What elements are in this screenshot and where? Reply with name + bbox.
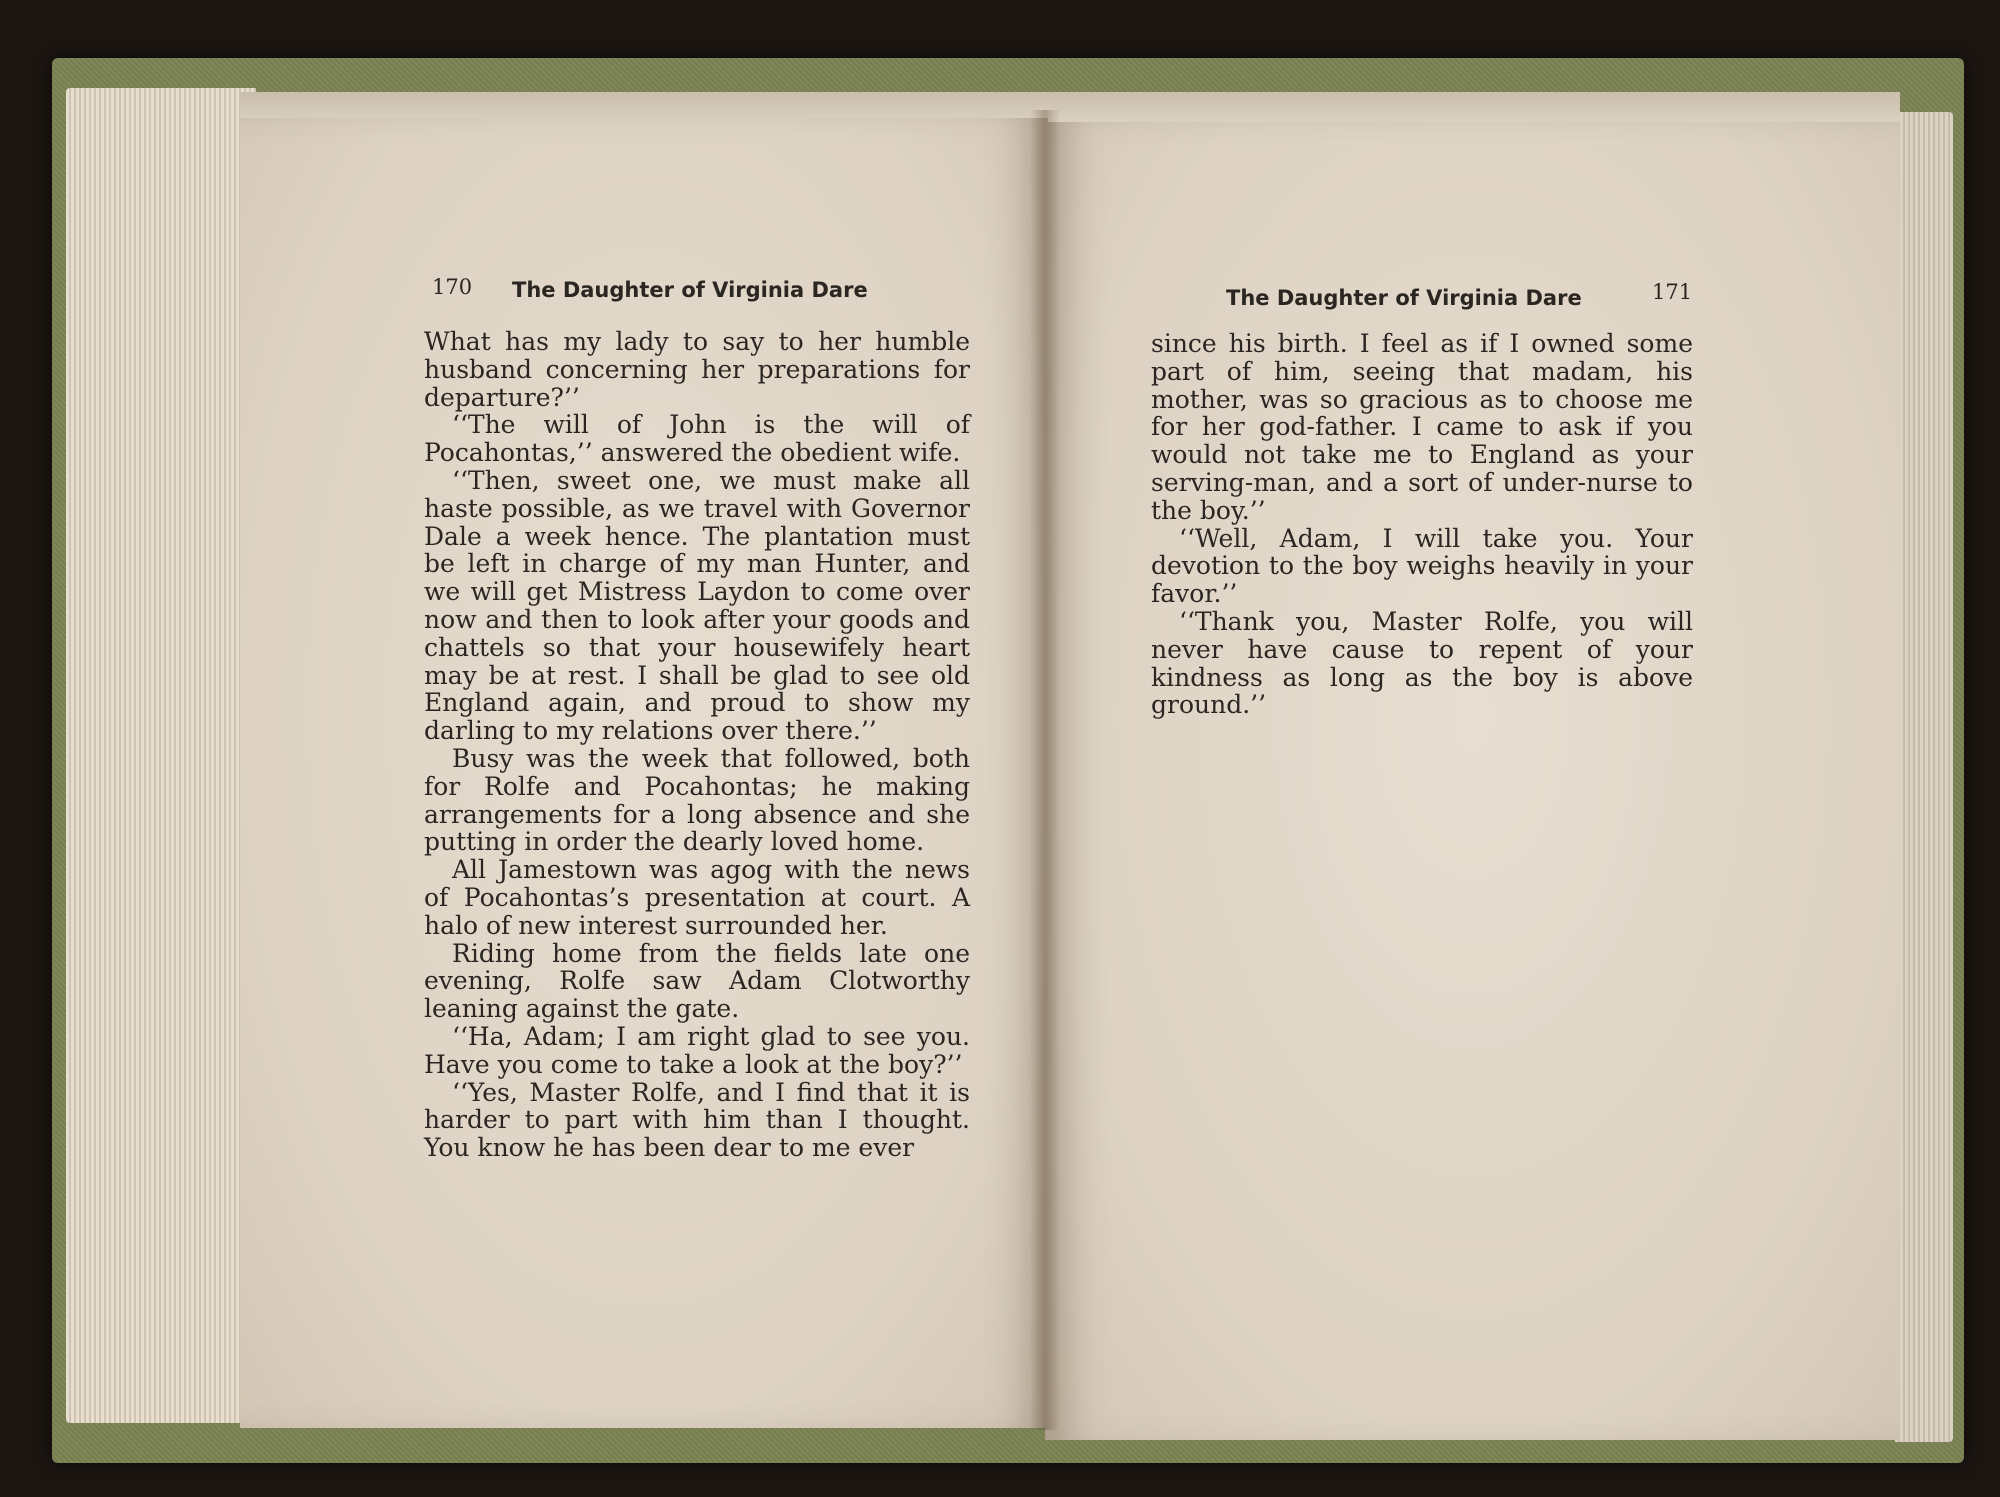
right-page-number: 171 [1652, 280, 1693, 304]
page-edges-right [1895, 112, 1953, 1442]
right-page-body [1151, 330, 1693, 719]
paragraph: What has my lady to say to her humble husband concerning her preparations for departure?’’ [424, 327, 970, 412]
paragraph: Riding home from the fields late one evening, Rolfe saw Adam Clotworthy leaning against the gate. [424, 938, 970, 1024]
right-running-title: The Daughter of Virginia Dare [1226, 286, 1582, 310]
paragraph: ‘‘Ha, Adam; I am right glad to see you. Have you come to take a look at the boy?’’ [424, 1021, 970, 1079]
right-page [1045, 122, 1900, 1440]
paragraph: ‘‘Thank you, Master Rolfe, you will never have cause to repent of your kindness as long as the boy is above ground.’’ [1151, 606, 1693, 720]
paragraph: ‘‘The will of John is the will of Pocahontas,’’ answered the obedient wife. [424, 410, 970, 468]
page-edges-left [66, 88, 256, 1423]
left-running-title: The Daughter of Virginia Dare [512, 278, 868, 302]
left-page-body [424, 328, 970, 1162]
paragraph: since his birth. I feel as if I owned some part of him, seeing that madam, his mother, was so gracious as to choose me for her god-father. I came to ask if you would not take me to England as your serving-man, and a sort of under-nurse to the boy.’’ [1151, 329, 1693, 525]
left-page-number: 170 [432, 275, 473, 299]
paragraph: ‘‘Yes, Master Rolfe, and I find that it is harder to part with him than I thought. You know he has been dear to me ever [424, 1077, 970, 1163]
paragraph: ‘‘Then, sweet one, we must make all haste possible, as we travel with Governor Dale a week hence. The plantation must be left in charge of my man Hunter, and we will get Mistress Laydon to come over now and then to look after your goods and chattels so that your housewifely heart may be at rest. I shall be glad to see old England again, and proud to show my darling to my relations over there.’’ [424, 465, 970, 746]
paragraph: Busy was the week that followed, both for Rolfe and Pocahontas; he making arrangements for a long absence and she putting in order the dearly loved home. [424, 743, 970, 857]
paragraph: ‘‘Well, Adam, I will take you. Your devotion to the boy weighs heavily in your favor.’’ [1151, 523, 1693, 609]
book-gutter [1030, 110, 1060, 1430]
paragraph: All Jamestown was agog with the news of Pocahontas’s presentation at court. A halo of new interest surrounded her. [424, 855, 970, 940]
